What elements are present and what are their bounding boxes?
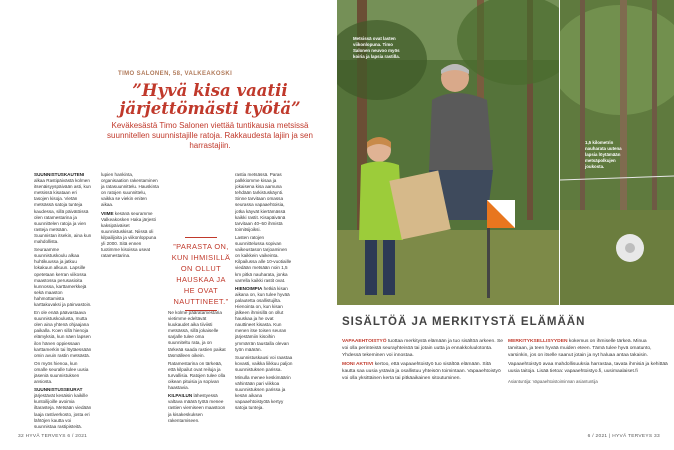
- paragraph: Ratamestarina on tärkeää, että kilpailut ovat reiluja ja turvallisia. Ratojen tulee olla oikean pituisia ja sopivan haastavia.: [168, 360, 226, 391]
- section-title: SISÄLTÖÄ JA MERKITYSTÄ ELÄMÄÄN: [342, 316, 586, 328]
- lead-word: KILPAILUN: [168, 393, 193, 399]
- right-column-2: [508, 339, 668, 386]
- paragraph: Minulla menee keskimäärin vähintään pari viikkoa suunnistuksen parissa ja kesän aikana vapaaehtoistyötä kertyy satoja tunteja.: [235, 375, 291, 411]
- headline: ”Hyvä kisa vaatii järjettömästi työtä”: [119, 81, 301, 118]
- paragraph: Seuraamme suunnistuskoulu alkaa huhtikuussa ja jatkuu lokakuun alkuun. Lapsille opetetaan kerran viikossa maastossa perusasioita kunnossa, karttamerkkejä sekä maaston hahmottamista karttakuvaksi ja päinvastoin.: [34, 247, 92, 307]
- paragraph: kesänä seuramme Valkeakosken Haka järjesti kaksipäiväiset suunnistuskisat. Niissä oli kilpailijoita ja viikonloppuna yli 2000. Sitä ennen tuotimme kisoissa useat ratamestarina.: [101, 210, 157, 259]
- lead-word: MERKITYKSELLISYYDEN: [508, 339, 568, 344]
- side-photo-caption: 1,5 kilometrin nauharata uutena lapsia löytämään metsäpolkujen joukosta.: [585, 140, 622, 169]
- pull-quote: ”PARASTA ON, KUN IHMISILLÄ ON OLLUT HAUSKAA JA HE OVAT NAUTTINEET.”: [171, 234, 231, 314]
- paragraph: lähestyessä valtava määrä työtä menee rastien viemiseen maastoon ja kisakeskuksen rakentamiseen.: [168, 393, 226, 423]
- paragraph: Vapaaehtoistyö avaa mahdollisuuksia harrastaa, tavata ihmisiä ja kehittää uusia taitoja. Lisää tietoa: vapaaehtoistyo.fi, uusimaalaiset.fi: [508, 362, 668, 375]
- body-column-4: [235, 172, 293, 432]
- folio-left: 32 HYVÄ TERVEYS 6 / 2021: [18, 434, 88, 439]
- lede: Keväkesästä Timo Salonen viettää tuntikausia metsissä suunnitellen suunnistajille ratoja. Rakkaudesta lajiin ja sen harrastajiin.: [107, 121, 313, 150]
- expert-credit: Asiantuntija: Vapaaehtoistoiminnan asiantuntija: [508, 378, 598, 384]
- paragraph: On myös hienoa, kun omalle seuralle tulee uusia jäseniä suunnistuksen ansiosta.: [34, 360, 89, 385]
- lead-word: SUUNNISTUSKAUTENI: [34, 172, 85, 177]
- subhead: SUUNNISTUSSEURAT: [34, 387, 83, 393]
- paragraph: järjestävät kesäisin kaikille kuntoilijoille avoimia iltarasteja. Metsään viedään laaja rastiverkosto, josta eri lähtöjen kautta voi suunnistaa rastipisteitä.: [34, 393, 92, 429]
- subhead: HIENOIMPIA: [235, 285, 263, 291]
- paragraph: lupien hankinta, organisaation rakentaminen ja ratasuunnittelu. Hauskinta on ratojen suunnittelu, vaikka se viekin eniten aikaa.: [101, 172, 159, 208]
- paragraph: kertoo, että vapaaehtoistyö tuo sisältöä elämään. Sitä kautta saa uusia ystäviä ja osallistuu yhteisön toimintaan. Vapaaehtoistyö voi olla yksittäinen kerta tai pitkäaikainen sitoutuminen.: [342, 362, 501, 381]
- folio-right: 6 / 2021 | HYVÄ TERVEYS 33: [587, 434, 660, 439]
- body-column-3: [168, 310, 226, 432]
- lead-word: VIIME: [101, 210, 114, 216]
- paragraph: rastia metsässä. Paras palkkiomme kisaa ja jokaisena kisa aamuna tehdään tarkistuskäynti. Sinne tarvitaan omassa seurassa vapaaehtoisia, jotka käyvät kiertämässä kaikki rastit. Kisapäivänä tarvitaan 40–50 ihmistä toimitsijoiksi.: [235, 172, 286, 232]
- body-column-2: [101, 172, 159, 432]
- main-photo-caption: Metsissä ovat lasten viikonlopuna. Timo Salonen neuvoo myös koiria ja lapsia rastilla.: [353, 36, 400, 59]
- byline: TIMO SALONEN, 58, VALKEAKOSKI: [118, 71, 233, 77]
- paragraph: Lasten ratojen suunnittelussa sopivan vaikeustason tarjoaminen on kaikkein vaikeinta. Kilpailussa alle 10-vuotiaille viedään metsään noin 1,5 km pitkä nauharata, jonka varrella kaikki rastit ovat.: [235, 234, 292, 283]
- paragraph: Ne kolme pääratamestaria vietimme edeltävät kuukaudet aika tiiviisti metsässä, sillä jokaiselle sarjalle tulee oma suunniteltu rata, ja on tärkeää saada rastien paikat täsmälleen oikein.: [168, 310, 226, 358]
- paragraph: kokemus on ihmiselle tärkeä. Minua tarvitaan, ja teen hyvää muiden eteen. Tämä tulee hyvä omatunto, varsinkin, jos on itselle saanut jotain ja nyt haluaa antaa takaisin.: [508, 339, 652, 358]
- right-column-1: [342, 339, 504, 386]
- body-column-1: [34, 172, 92, 432]
- paragraph: hetkiä kisan aikana on, kun tulee hyvää palautetta osallistujilta. Hienointa on, kun kisan jälkeen ihmisillä on ollut hauskaa ja he ovat nauttineet kisasta. Kun menen itse toisen seuran järjestämiin kisoihin ymmärrän taustalla olevan työn määrän.: [235, 285, 290, 352]
- paragraph: tuottaa merkitystä elämään ja tuo sisältöä arkeen. Se voi olla perinteistä seurayhteisöä tai jotain uutta ja ennakkoluulotonta. Yhdessä tekeminen voi innostaa.: [342, 339, 503, 358]
- lead-word: MONI AKTIIVI: [342, 362, 374, 368]
- paragraph: Suunnistuskausi voi raastaa kovasti, vaikka liikkuu paljon suunnistuksen parissa.: [235, 354, 293, 372]
- paragraph: En ole enää päävastaava suunnistuskoulusta, mutta olen aina yhtenä ohjaajana paikalla. Koen sillä hienoja elämyksiä, kun näen lapsen ilon hänen oppiessaan karttamerkin tai löytäessään omin avuin rastin metsästä.: [34, 310, 92, 358]
- lead-word: VAPAAEHTOISTYÖ: [342, 339, 387, 344]
- paragraph: alkaa Rastipäivästä kolmen itsenäisyyspäivään asti, kun metsissä kisataan eri tasojen kisoja. Vietän metsässä satoja tunteja kaudessa, sillä päivätöissä olen ratamestarina ja suunnittelen ratoja ja vien rasteja metsään. Suunnistan itsekin, aina kun mahdollista.: [34, 178, 92, 245]
